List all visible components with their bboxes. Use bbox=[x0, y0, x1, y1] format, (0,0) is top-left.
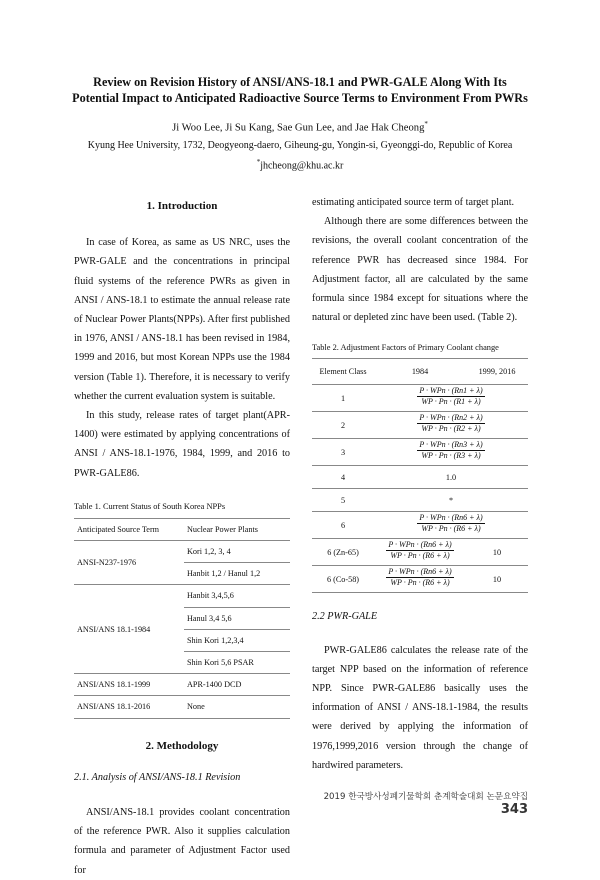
table2-class: 6 bbox=[312, 512, 374, 539]
intro-heading: 1. Introduction bbox=[146, 200, 218, 212]
page-footer bbox=[300, 790, 528, 817]
left-column bbox=[74, 197, 290, 880]
email bbox=[40, 158, 560, 171]
revision-paragraph: Although there are some differences between the revisions, the overall coolant concentration of the reference PWR has decreased since 1984. For Adjustment factor, all are calculated by the same formula since 1984 except for situations where the natural or depleted zinc have been used. (Table 2). bbox=[312, 216, 528, 324]
table2-formula: $\frac{\text{P · WPn · (Rn6 + λ)}}{WP \cdot Pn \cdot (R6 + \lambda)}$ bbox=[374, 566, 466, 593]
table2-formula: $\frac{\text{P · WPn · (Rn6 + λ)}}{WP \cdot Pn \cdot (R6 + \lambda)}$ bbox=[374, 512, 528, 539]
table1-term: ANSI/ANS 18.1-1999 bbox=[74, 674, 184, 696]
table1-caption: Table 1. Current Status of South Korea NPPs bbox=[74, 501, 226, 511]
author-names: Ji Woo Lee, Ji Su Kang, Sae Gun Lee, and Jae Hak Cheong bbox=[172, 122, 425, 134]
table2-formula: $\frac{\text{P · WPn · (Rn2 + λ)}}{WP \cdot Pn \cdot (R2 + \lambda)}$ bbox=[374, 412, 528, 439]
paper-title bbox=[40, 74, 560, 106]
intro-paragraph-1: In case of Korea, as same as US NRC, uses the PWR-GALE and the concentrations in principal fluid systems of the reference PWRs as given in ANSI / ANS-18.1 to estimate the annual release rate of Nuclear Power Plants(NPPs). After first published in 1976, ANSI / ANS-18.1 has been revised in 1984, 1999 and 2016, but most Korean NPPs use the 1984 version (Table 1). Therefore, it is necessary to verify whether the current evaluation system is suitable. bbox=[74, 237, 290, 402]
table1-header-term: Anticipated Source Term bbox=[74, 518, 184, 540]
table1-plant: None bbox=[184, 696, 290, 718]
table2-header-1999: 1999, 2016 bbox=[466, 359, 528, 385]
table1-header-plants: Nuclear Power Plants bbox=[184, 518, 290, 540]
table1-plant: Shin Kori 5,6 PSAR bbox=[184, 652, 290, 674]
corresponding-mark: * bbox=[424, 120, 428, 128]
table1-plant: Hanbit 3,4,5,6 bbox=[184, 585, 290, 607]
table2-class: 4 bbox=[312, 466, 374, 489]
pwr-gale-paragraph: PWR-GALE86 calculates the release rate of the target NPP based on the information of reference NPP. Since PWR-GALE86 basically uses the information of ANSI / ANS-18.1-1984, the results were derived by applying the information of 1976,1999,2016 version through the change of hardwired parameters. bbox=[312, 644, 528, 771]
table2 bbox=[312, 358, 528, 593]
table2-header-1984: 1984 bbox=[374, 359, 466, 385]
intro-paragraph-2: In this study, release rates of target plant(APR-1400) were estimated by applying concentrations of ANSI / ANS-18.1-1976, 1984, 1999, and 2016 to PWR-GALE86. bbox=[74, 410, 290, 479]
table2-value: 1.0 bbox=[374, 466, 528, 489]
continued-paragraph: estimating anticipated source term of target plant. bbox=[312, 197, 515, 208]
methodology-paragraph-1: ANSI/ANS-18.1 provides coolant concentration of the reference PWR. Also it supplies calculation formula and parameter of Adjustment Factor used for bbox=[74, 807, 290, 876]
table2-formula: $\frac{\text{P · WPn · (Rn6 + λ)}}{WP \cdot Pn \cdot (R6 + \lambda)}$ bbox=[374, 539, 466, 566]
table2-class: 1 bbox=[312, 385, 374, 412]
title-line-1: Review on Revision History of ANSI/ANS-18.1 and PWR-GALE Along With Its bbox=[93, 75, 507, 89]
table1-term: ANSI-N237-1976 bbox=[74, 541, 184, 585]
table2-class: 5 bbox=[312, 489, 374, 512]
title-line-2: Potential Impact to Anticipated Radioactive Source Terms to Environment From PWRs bbox=[72, 91, 528, 105]
table2-value: * bbox=[374, 489, 528, 512]
methodology-subheading: 2.1. Analysis of ANSI/ANS-18.1 Revision bbox=[74, 771, 241, 783]
affiliation: Kyung Hee University, 1732, Deogyeong-daero, Giheung-gu, Yongin-si, Gyeonggi-do, Republic of Korea bbox=[87, 140, 513, 151]
table2-header-class: Element Class bbox=[312, 359, 374, 385]
table2-class: 6 (Zn-65) bbox=[312, 539, 374, 566]
right-column bbox=[312, 193, 528, 775]
table1-term: ANSI/ANS 18.1-1984 bbox=[74, 585, 184, 674]
table2-formula: $\frac{\text{P · WPn · (Rn1 + λ)}}{WP \cdot Pn \cdot (R1 + \lambda)}$ bbox=[374, 385, 528, 412]
table1 bbox=[74, 518, 290, 719]
table2-formula: $\frac{\text{P · WPn · (Rn3 + λ)}}{WP \cdot Pn \cdot (R3 + \lambda)}$ bbox=[374, 439, 528, 466]
table1-plant: Hanul 3,4 5,6 bbox=[184, 607, 290, 629]
table1-plant: Kori 1,2, 3, 4 bbox=[184, 541, 290, 563]
table2-class: 2 bbox=[312, 412, 374, 439]
table2-class: 6 (Co-58) bbox=[312, 566, 374, 593]
table2-value: 10 bbox=[466, 566, 528, 593]
table1-plant: APR-1400 DCD bbox=[184, 674, 290, 696]
table1-plant: Shin Kori 1,2,3,4 bbox=[184, 629, 290, 651]
table2-value: 10 bbox=[466, 539, 528, 566]
email-mark: * bbox=[256, 158, 261, 166]
pwr-gale-subheading: 2.2 PWR-GALE bbox=[312, 611, 378, 623]
table1-term: ANSI/ANS 18.1-2016 bbox=[74, 696, 184, 718]
table2-class: 3 bbox=[312, 439, 374, 466]
email-address: jhcheong@khu.ac.kr bbox=[260, 160, 344, 172]
footer-text: 2019 한국방사성폐기물학회 춘계학술대회 논문요약집 bbox=[323, 792, 528, 802]
table1-plant: Hanbit 1,2 / Hanul 1,2 bbox=[184, 563, 290, 585]
authors bbox=[40, 120, 560, 134]
page-number: 343 bbox=[500, 802, 528, 817]
methodology-heading: 2. Methodology bbox=[145, 739, 219, 752]
table2-caption: Table 2. Adjustment Factors of Primary Coolant change bbox=[312, 343, 499, 353]
